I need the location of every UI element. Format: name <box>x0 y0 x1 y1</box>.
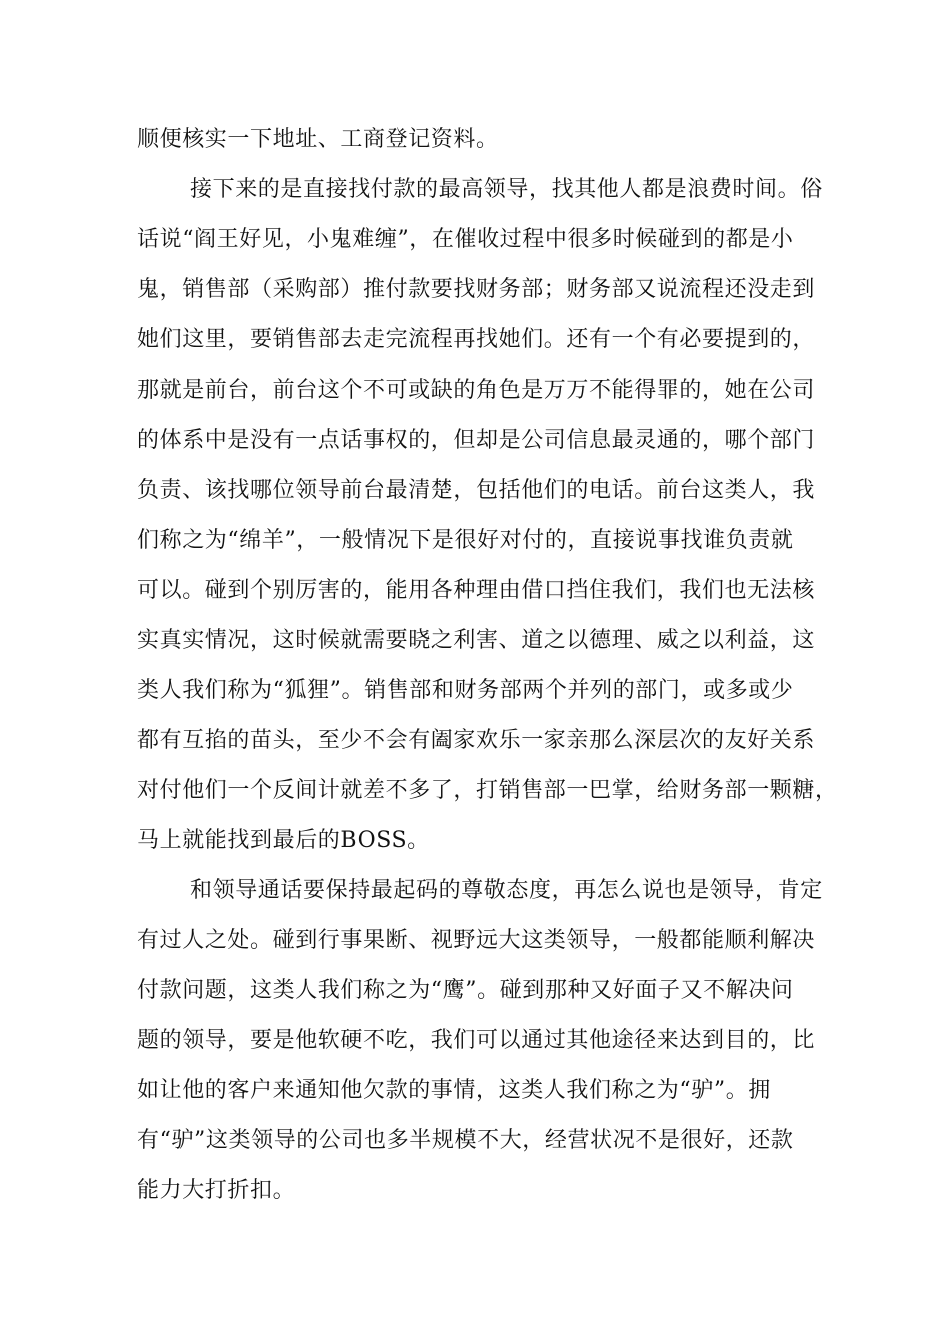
text-line: 那就是前台，前台这个不可或缺的角色是万万不能得罪的，她在公司 <box>137 378 816 403</box>
text-line: 马上就能找到最后的BOSS。 <box>137 828 430 853</box>
text-line: 实真实情况，这时候就需要晓之利害、道之以德理、威之以利益，这 <box>137 628 816 653</box>
text-line: 可以。碰到个别厉害的，能用各种理由借口挡住我们，我们也无法核 <box>137 578 816 603</box>
text-line: 话说“阎王好见，小鬼难缠”，在催收过程中很多时候碰到的都是小 <box>137 227 794 252</box>
paragraph-start-line: 和领导通话要保持最起码的尊敬态度，再怎么说也是领导，肯定 <box>190 878 823 903</box>
text-line: 负责、该找哪位领导前台最清楚，包括他们的电话。前台这类人，我 <box>137 478 816 503</box>
text-line: 如让他的客户来通知他欠款的事情，这类人我们称之为“驴”。拥 <box>137 1078 771 1103</box>
text-line: 有过人之处。碰到行事果断、视野远大这类领导，一般都能顺利解决 <box>137 928 816 953</box>
text-line: 的体系中是没有一点话事权的，但却是公司信息最灵通的，哪个部门 <box>137 428 816 453</box>
text-line: 鬼，销售部（采购部）推付款要找财务部；财务部又说流程还没走到 <box>137 277 816 302</box>
text-line: 都有互掐的苗头，至少不会有阖家欢乐一家亲那么深层次的友好关系 <box>137 728 816 753</box>
text-line: 类人我们称为“狐狸”。销售部和财务部两个并列的部门，或多或少 <box>137 678 794 703</box>
text-line: 顺便核实一下地址、工商登记资料。 <box>137 127 499 152</box>
text-line: 能力大打折扣。 <box>137 1178 296 1203</box>
text-line: 对付他们一个反间计就差不多了，打销售部一巴掌，给财务部一颗糖， <box>137 778 838 803</box>
text-line: 们称之为“绵羊”，一般情况下是很好对付的，直接说事找谁负责就 <box>137 528 794 553</box>
text-line: 她们这里，要销售部去走完流程再找她们。还有一个有必要提到的， <box>137 327 816 352</box>
text-line: 有“驴”这类领导的公司也多半规模不大，经营状况不是很好，还款 <box>137 1128 794 1153</box>
text-line: 付款问题，这类人我们称之为“鹰”。碰到那种又好面子又不解决问 <box>137 978 794 1003</box>
text-line: 题的领导，要是他软硬不吃，我们可以通过其他途径来达到目的，比 <box>137 1028 816 1053</box>
paragraph-start-line: 接下来的是直接找付款的最高领导，找其他人都是浪费时间。俗 <box>190 177 823 202</box>
